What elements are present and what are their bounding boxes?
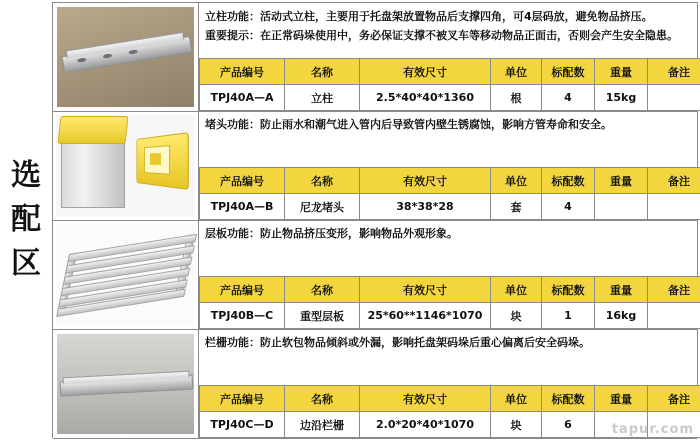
product-photo-cell	[53, 221, 199, 329]
product-photo-cell	[53, 3, 199, 111]
header-name: 名称	[285, 277, 360, 303]
header-product-code: 产品编号	[200, 386, 285, 412]
cell-standard-qty: 1	[542, 303, 595, 329]
product-info-cell	[199, 112, 700, 220]
steel-post-photo	[53, 3, 198, 111]
spec-header-row	[200, 168, 700, 194]
header-size: 有效尺寸	[360, 168, 491, 194]
header-product-code: 产品编号	[200, 59, 285, 85]
cell-weight: 15kg	[595, 85, 648, 111]
header-standard-qty: 标配数	[542, 168, 595, 194]
header-unit: 单位	[491, 59, 542, 85]
cell-product-code: TPJ40A—A	[200, 85, 285, 111]
header-unit: 单位	[491, 277, 542, 303]
cell-unit: 套	[491, 194, 542, 220]
product-table	[52, 2, 698, 438]
cell-name: 尼龙堵头	[285, 194, 360, 220]
description-text: 立柱功能：活动式立柱，主要用于托盘架放置物品后支撑四角，可4层码放，避免物品挤压。	[205, 10, 653, 23]
table-row	[53, 3, 697, 112]
cell-unit: 块	[491, 412, 542, 438]
watermark: tapur.com	[611, 422, 694, 437]
cell-remark	[648, 85, 700, 111]
cell-standard-qty: 6	[542, 412, 595, 438]
cell-remark	[648, 303, 700, 329]
header-name: 名称	[285, 59, 360, 85]
header-size: 有效尺寸	[360, 277, 491, 303]
cell-name: 立柱	[285, 85, 360, 111]
spec-value-row	[200, 85, 700, 111]
spec-table	[199, 58, 700, 111]
header-remark: 备注	[648, 386, 700, 412]
nylon-plug-photo	[53, 112, 198, 220]
product-photo-cell	[53, 330, 199, 438]
cell-weight: 16kg	[595, 303, 648, 329]
cell-name: 重型层板	[285, 303, 360, 329]
product-description	[199, 221, 700, 246]
section-label-vertical	[0, 0, 52, 440]
header-remark: 备注	[648, 277, 700, 303]
cell-size: 2.5*40*40*1360	[360, 85, 491, 111]
product-description	[199, 330, 700, 355]
cell-size: 2.0*20*40*1070	[360, 412, 491, 438]
cell-size: 25*60**1146*1070	[360, 303, 491, 329]
header-product-code: 产品编号	[200, 168, 285, 194]
header-unit: 单位	[491, 386, 542, 412]
header-weight: 重量	[595, 59, 648, 85]
cell-standard-qty: 4	[542, 194, 595, 220]
spec-header-row	[200, 386, 700, 412]
table-row	[53, 221, 697, 330]
header-standard-qty: 标配数	[542, 59, 595, 85]
spec-value-row	[200, 303, 700, 329]
header-size: 有效尺寸	[360, 386, 491, 412]
table-row	[53, 330, 697, 439]
spec-value-row	[200, 194, 700, 220]
header-name: 名称	[285, 386, 360, 412]
header-weight: 重量	[595, 168, 648, 194]
table-row	[53, 112, 697, 221]
cell-standard-qty: 4	[542, 85, 595, 111]
description-text: 栏栅功能：防止软包物品倾斜或外漏，影响托盘架码垛后重心偏离后安全码垛。	[205, 336, 590, 349]
header-weight: 重量	[595, 386, 648, 412]
header-standard-qty: 标配数	[542, 277, 595, 303]
product-photo-cell	[53, 112, 199, 220]
section-label-char-1: 选	[11, 158, 41, 193]
description-text: 堵头功能：防止雨水和潮气进入管内后导致管内壁生锈腐蚀，影响方管寿命和安全。	[205, 118, 612, 131]
product-description	[199, 112, 700, 137]
spec-table	[199, 276, 700, 329]
spec-header-row	[200, 59, 700, 85]
header-unit: 单位	[491, 168, 542, 194]
cell-product-code: TPJ40A—B	[200, 194, 285, 220]
spec-table	[199, 167, 700, 220]
cell-product-code: TPJ40C—D	[200, 412, 285, 438]
cell-unit: 块	[491, 303, 542, 329]
product-description	[199, 3, 700, 48]
cell-name: 边沿栏栅	[285, 412, 360, 438]
header-name: 名称	[285, 168, 360, 194]
deck-panel-photo	[53, 221, 198, 329]
product-info-cell	[199, 3, 700, 111]
header-weight: 重量	[595, 277, 648, 303]
section-label-char-3: 区	[11, 246, 41, 281]
guard-rail-photo	[53, 330, 198, 438]
cell-product-code: TPJ40B—C	[200, 303, 285, 329]
header-product-code: 产品编号	[200, 277, 285, 303]
cell-remark	[648, 194, 700, 220]
product-info-cell	[199, 221, 700, 329]
cell-size: 38*38*28	[360, 194, 491, 220]
header-remark: 备注	[648, 168, 700, 194]
warning-text: 重要提示：在正常码垛使用中，务必保证支撑不被叉车等移动物品正面击，否则会产生安全隐患。	[205, 28, 678, 42]
section-label-char-2: 配	[11, 202, 41, 237]
cell-weight	[595, 194, 648, 220]
header-size: 有效尺寸	[360, 59, 491, 85]
header-standard-qty: 标配数	[542, 386, 595, 412]
spec-header-row	[200, 277, 700, 303]
header-remark: 备注	[648, 59, 700, 85]
description-text: 层板功能：防止物品挤压变形，影响物品外观形象。	[205, 227, 458, 240]
cell-unit: 根	[491, 85, 542, 111]
